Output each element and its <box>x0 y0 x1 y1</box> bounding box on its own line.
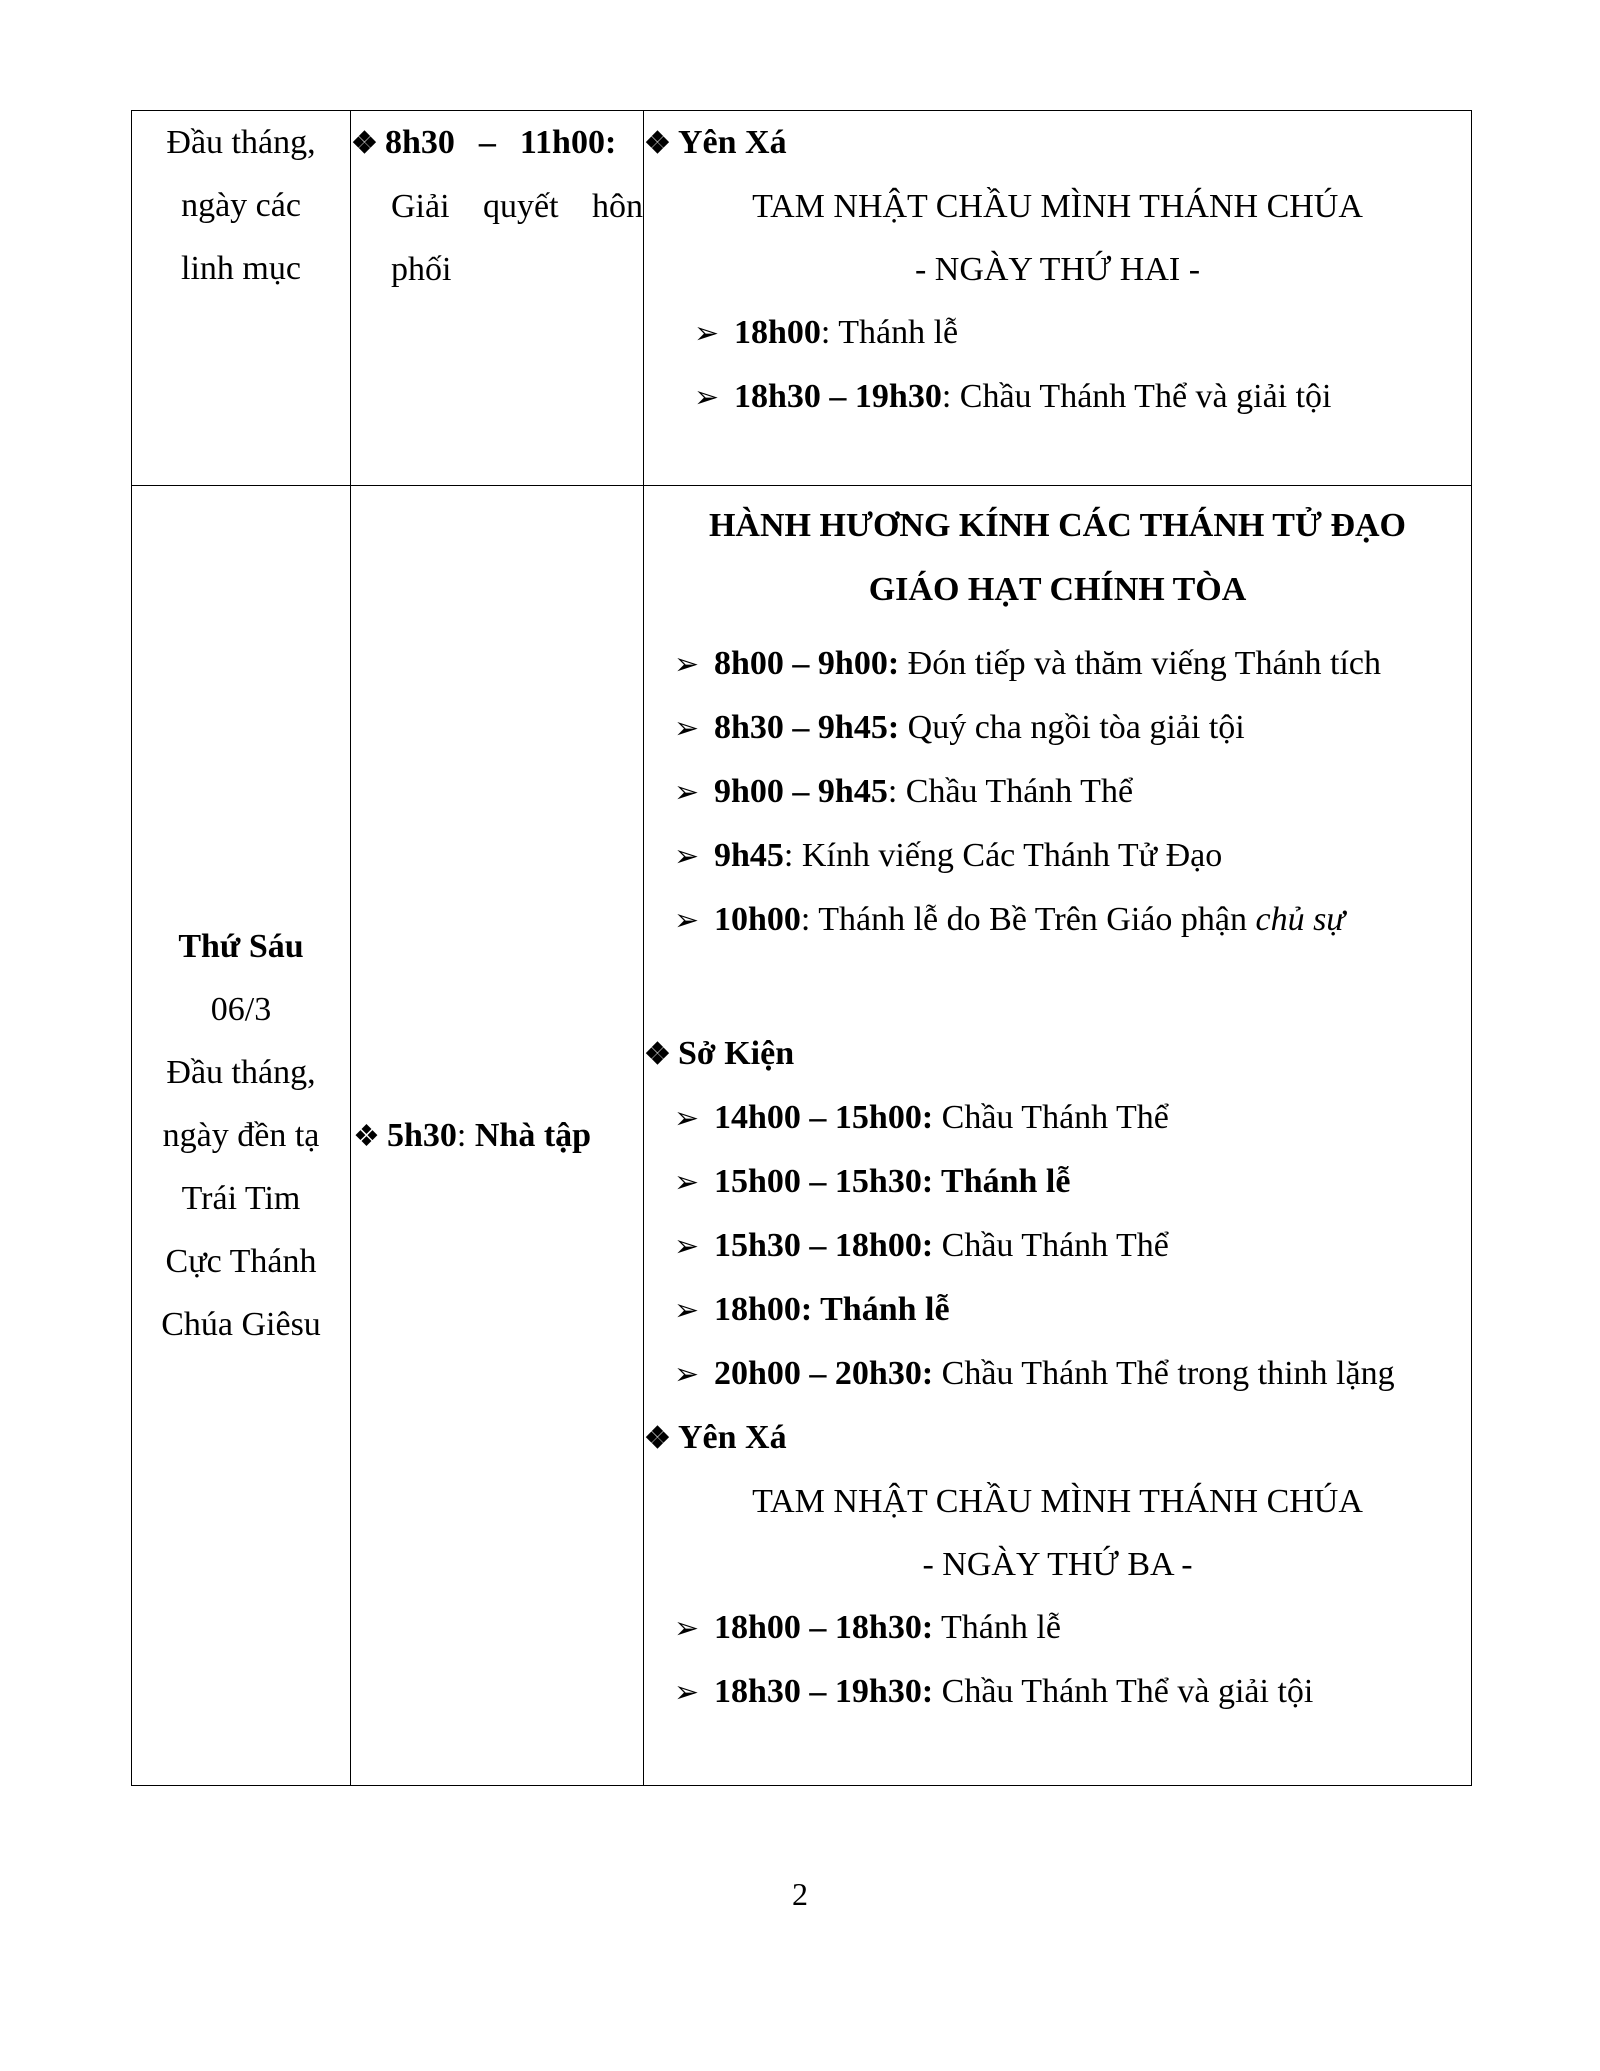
list-item: ➢ 8h00 – 9h00: Đón tiếp và thăm viếng Thánh tích <box>644 632 1471 696</box>
day-line: Trái Tim <box>181 1180 301 1217</box>
list-item: ➢ 15h00 – 15h30: Thánh lễ <box>644 1150 1471 1214</box>
morning-cell <box>351 111 644 486</box>
day-line: linh mục <box>181 250 301 287</box>
schedule-table <box>131 110 1472 1786</box>
morning-cell: ❖ 5h30: Nhà tập <box>351 486 644 1786</box>
evening-cell <box>644 111 1472 486</box>
page-number: 2 <box>792 1876 808 1912</box>
diamond-bullet-icon: ❖ <box>351 127 378 160</box>
time-start: 5h30 <box>387 1116 457 1154</box>
place-name: Yên Xá <box>678 124 787 161</box>
table-row <box>132 111 1472 486</box>
list-item: ➢ 18h30 – 19h30: Chầu Thánh Thể và giải tội <box>644 365 1471 429</box>
section-subtitle: - NGÀY THỨ HAI - <box>914 251 1201 288</box>
arrow-bullet-icon: ➢ <box>674 1102 700 1135</box>
arrow-bullet-icon: ➢ <box>674 712 700 745</box>
time-start: 8h30 <box>385 124 455 161</box>
list-item: ➢ 10h00: Thánh lễ do Bề Trên Giáo phận chủ sự <box>644 888 1471 952</box>
day-line: ngày đền tạ <box>162 1117 320 1154</box>
arrow-bullet-icon: ➢ <box>694 317 720 350</box>
arrow-bullet-icon: ➢ <box>674 840 700 873</box>
day-line: Đầu tháng, <box>166 1054 316 1091</box>
arrow-bullet-icon: ➢ <box>674 1294 700 1327</box>
day-line: ngày các <box>181 187 301 224</box>
arrow-bullet-icon: ➢ <box>674 1676 700 1709</box>
place-name: Sở Kiện <box>678 1035 795 1072</box>
section-title: TAM NHẬT CHẦU MÌNH THÁNH CHÚA <box>752 188 1363 225</box>
arrow-bullet-icon: ➢ <box>674 1358 700 1391</box>
day-cell <box>132 486 351 1786</box>
time-dash: – <box>478 124 496 161</box>
list-item: ➢ 14h00 – 15h00: Chầu Thánh Thể <box>644 1086 1471 1150</box>
evening-cell <box>644 486 1472 1786</box>
arrow-bullet-icon: ➢ <box>674 776 700 809</box>
list-item: ➢ 9h45: Kính viếng Các Thánh Tử Đạo <box>644 824 1471 888</box>
list-item: ➢ 9h00 – 9h45: Chầu Thánh Thể <box>644 760 1471 824</box>
diamond-bullet-icon: ❖ <box>644 1038 671 1071</box>
list-item: ➢ 18h00: Thánh lễ <box>644 301 1471 365</box>
list-item: ➢ 18h30 – 19h30: Chầu Thánh Thể và giải tội <box>644 1660 1471 1724</box>
day-line: Đầu tháng, <box>166 124 316 161</box>
list-item: ➢ 18h00: Thánh lễ <box>644 1278 1471 1342</box>
section-subtitle: - NGÀY THỨ BA - <box>922 1546 1193 1583</box>
diamond-bullet-icon: ❖ <box>353 1119 380 1153</box>
diamond-bullet-icon: ❖ <box>644 1422 671 1455</box>
place-name: Nhà tập <box>474 1116 592 1154</box>
arrow-bullet-icon: ➢ <box>674 1230 700 1263</box>
day-line: 06/3 <box>210 991 272 1028</box>
arrow-bullet-icon: ➢ <box>674 1166 700 1199</box>
day-line: Cực Thánh <box>165 1243 317 1280</box>
list-item: ➢ 15h30 – 18h00: Chầu Thánh Thể <box>644 1214 1471 1278</box>
diamond-bullet-icon: ❖ <box>644 127 671 160</box>
list-item: ➢ 20h00 – 20h30: Chầu Thánh Thể trong thinh lặng <box>644 1342 1471 1406</box>
list-item: ➢ 18h00 – 18h30: Thánh lễ <box>644 1596 1471 1660</box>
arrow-bullet-icon: ➢ <box>674 648 700 681</box>
day-cell <box>132 111 351 486</box>
time-end: 11h00: <box>519 124 617 161</box>
table-row <box>132 486 1472 1786</box>
morning-desc: phối <box>391 251 452 288</box>
section-title: TAM NHẬT CHẦU MÌNH THÁNH CHÚA <box>752 1483 1363 1520</box>
list-item: ➢ 8h30 – 9h45: Quý cha ngồi tòa giải tội <box>644 696 1471 760</box>
arrow-bullet-icon: ➢ <box>694 381 720 414</box>
arrow-bullet-icon: ➢ <box>674 1612 700 1645</box>
day-line: Thứ Sáu <box>178 928 304 965</box>
section-title: HÀNH HƯƠNG KÍNH CÁC THÁNH TỬ ĐẠO <box>708 507 1407 544</box>
day-line: Chúa Giêsu <box>161 1306 321 1343</box>
place-name: Yên Xá <box>678 1419 787 1456</box>
section-title: GIÁO HẠT CHÍNH TÒA <box>868 571 1247 608</box>
arrow-bullet-icon: ➢ <box>674 904 700 937</box>
morning-desc: Giải quyết hôn <box>391 188 643 225</box>
